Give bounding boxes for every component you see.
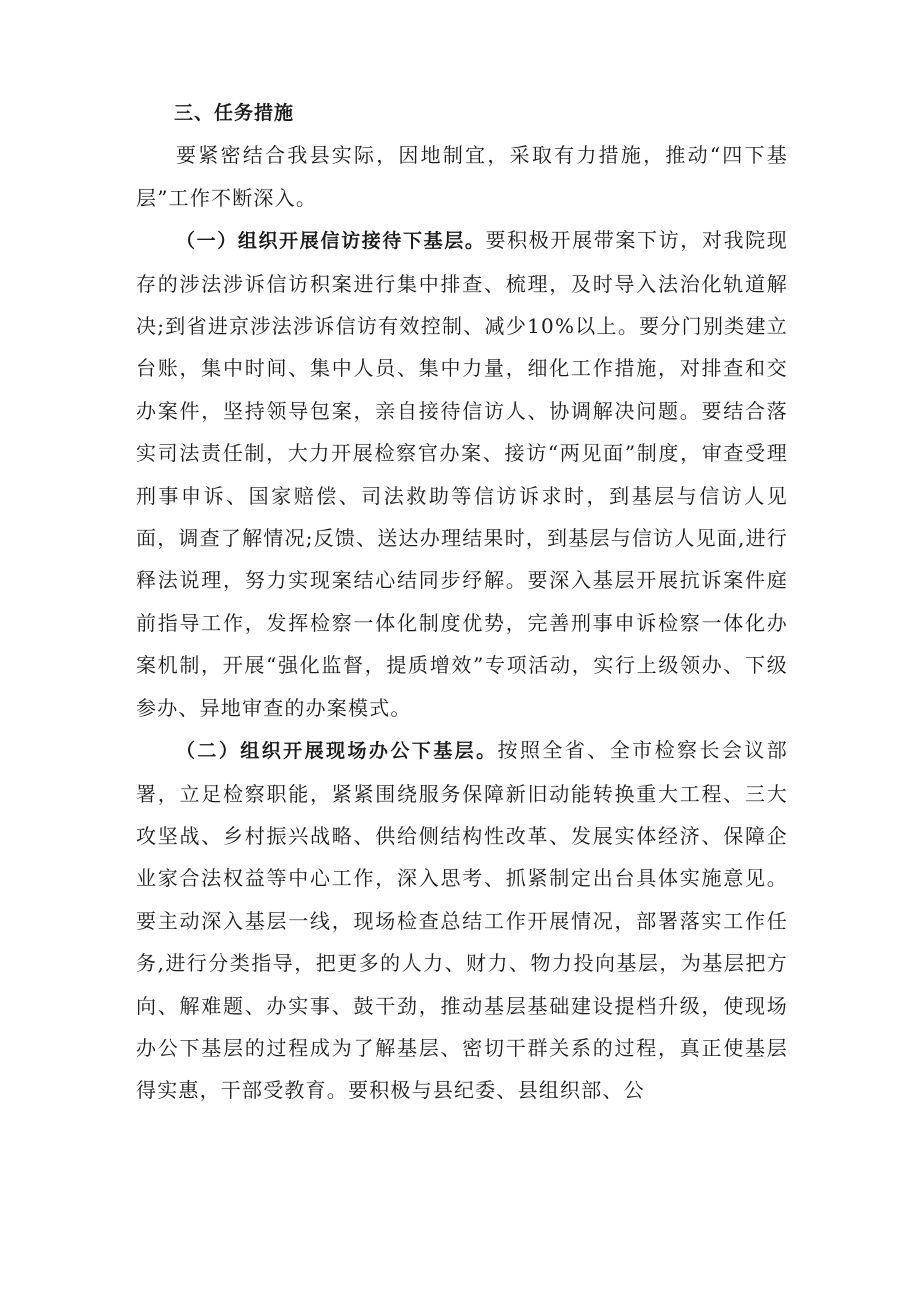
paragraph-2 bbox=[136, 729, 788, 1112]
paragraph-1-body: 要积极开展带案下访，对我院现存的涉法涉诉信访积案进行集中排查、梳理，及时导入法治化轨道解决;到省进京涉法涉诉信访有效控制、减少10%以上。要分门别类建立台账，集中时间、集中人员、集中力量，细化工作措施，对排查和交办案件，坚持领导包案，亲自接待信访人、协调解决问题。要结合落实司法责任制，大力开展检察官办案、接访“两见面”制度，审查受理刑事申诉、国家赔偿、司法救助等信访诉求时，到基层与信访人见面，调查了解情况;反馈、送达办理结果时，到基层与信访人见面,进行释法说理，努力实现案结心结同步纾解。要深入基层开展抗诉案件庭前指导工作，发挥检察一体化制度优势，完善刑事申诉检察一体化办案机制，开展“强化监督，提质增效”专项活动，实行上级领办、下级参办、异地审查的办案模式。 bbox=[136, 228, 788, 720]
paragraph-1 bbox=[136, 219, 788, 729]
document-body bbox=[136, 92, 788, 1112]
paragraph-2-body: 按照全省、全市检察长会议部署，立足检察职能，紧紧围绕服务保障新旧动能转换重大工程、三大攻坚战、乡村振兴战略、供给侧结构性改革、发展实体经济、保障企业家合法权益等中心工作，深入思考、抓紧制定出台具体实施意见。要主动深入基层一线，现场检查总结工作开展情况，部署落实工作任务,进行分类指导，把更多的人力、财力、物力投向基层，为基层把方向、解难题、办实事、鼓干劲，推动基层基础建设提档升级，使现场办公下基层的过程成为了解基层、密切干群关系的过程，真正使基层得实惠，干部受教育。要积极与县纪委、县组织部、公 bbox=[136, 738, 788, 1103]
paragraph-2-lead: （二）组织开展现场办公下基层。 bbox=[176, 740, 498, 763]
intro-paragraph: 要紧密结合我县实际，因地制宜，采取有力措施，推动“四下基层”工作不断深入。 bbox=[136, 143, 788, 210]
section-heading: 三、任务措施 bbox=[174, 102, 295, 124]
paragraph-1-lead: （一）组织开展信访接待下基层。 bbox=[176, 230, 486, 253]
